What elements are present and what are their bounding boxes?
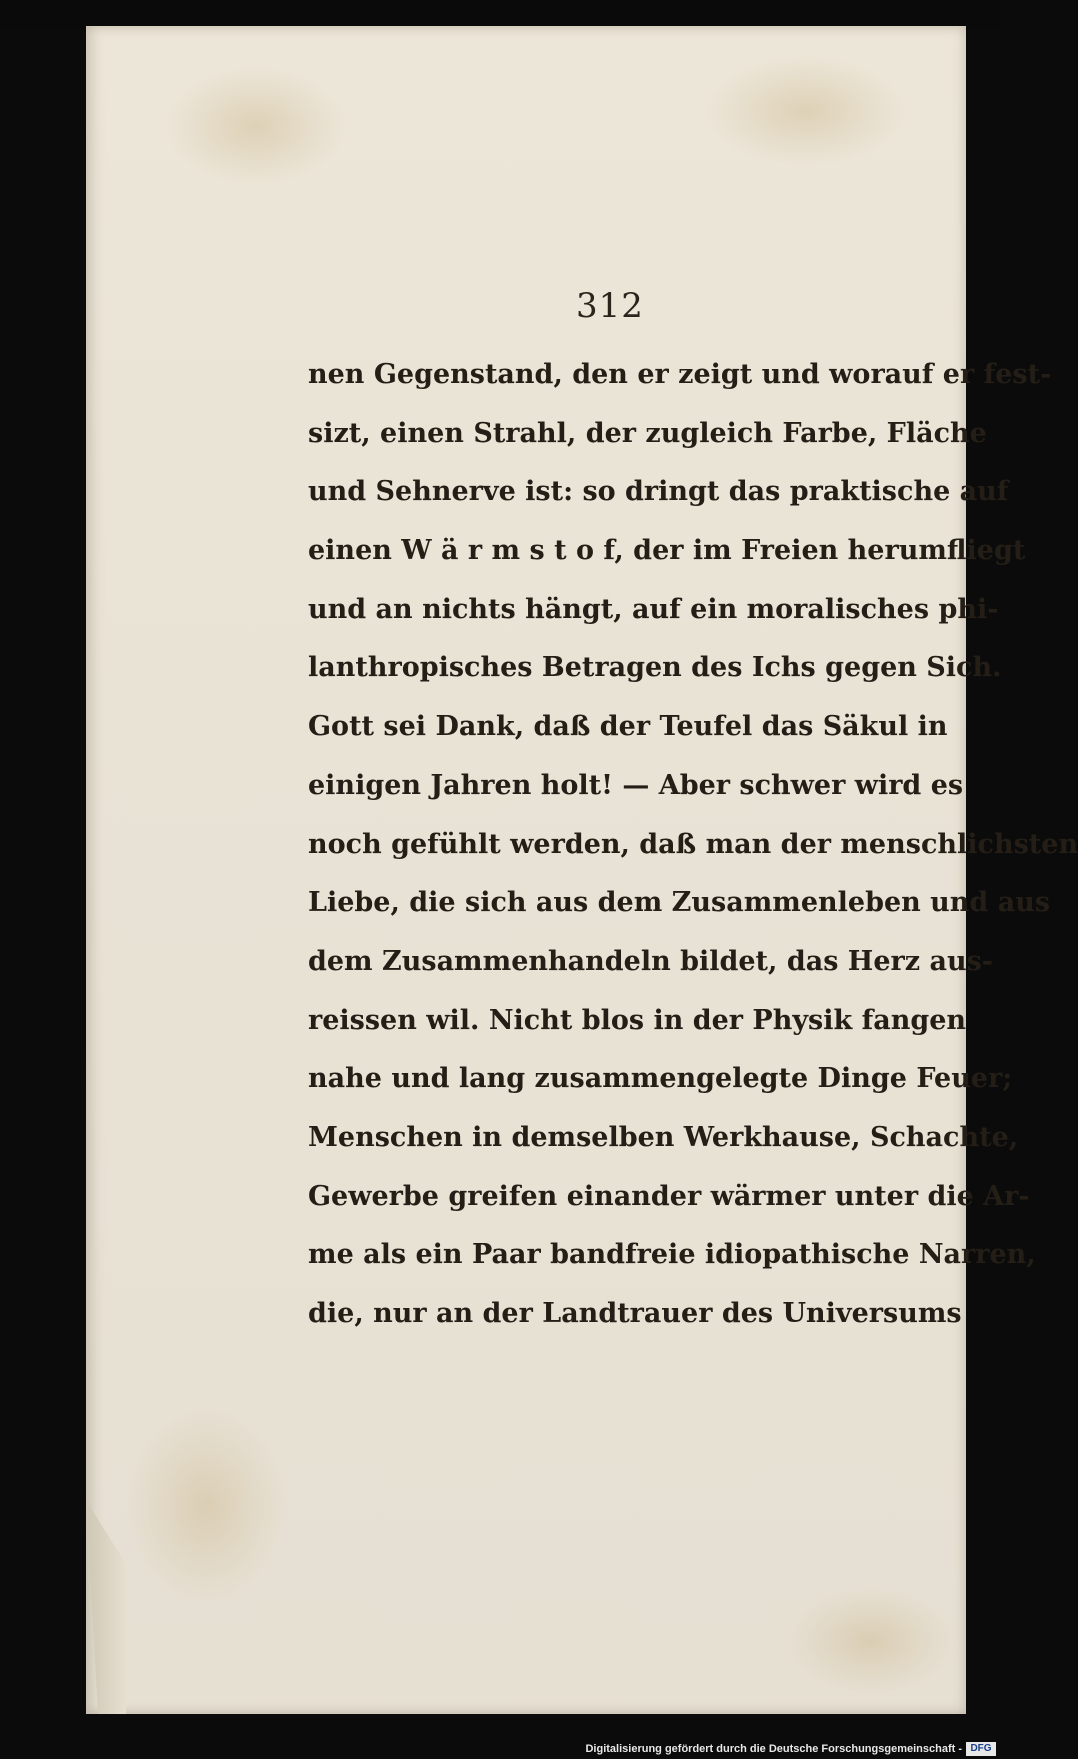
digitization-credit: Digitalisierung gefördert durch die Deutsche Forschungsgemeinschaft - (585, 1743, 962, 1755)
dfg-logo: DFG (966, 1742, 996, 1756)
paper-stain (126, 1406, 286, 1606)
text-line: einigen Jahren holt! — Aber schwer wird es (308, 769, 964, 801)
text-line: nen Gegenstand, den er zeigt und worauf er fest- (308, 359, 1052, 390)
text-line: Liebe, die sich aus dem Zusammenleben und aus (308, 887, 1051, 919)
text-line: Gott sei Dank, daß der Teufel das Säkul in (308, 711, 948, 743)
paper-stain (786, 1586, 956, 1696)
text-line: reissen wil. Nicht blos in der Physik fangen (308, 1004, 967, 1036)
text-line: und an nichts hängt, auf ein moralisches phi- (308, 593, 999, 625)
text-line: sizt, einen Strahl, der zugleich Farbe, Fläche (308, 417, 987, 449)
text-line: dem Zusammenhandeln bildet, das Herz aus- (308, 945, 993, 977)
paper-stain (166, 66, 346, 186)
text-line: einen W ä r m s t o f, der im Freien herumfliegt (308, 535, 1026, 567)
text-line: Gewerbe greifen einander wärmer unter die Ar- (308, 1180, 1030, 1212)
text-line: me als ein Paar bandfreie idiopathische Narren, (308, 1239, 1036, 1271)
text-line: die, nur an der Landtrauer des Universums (308, 1298, 962, 1329)
text-line: noch gefühlt werden, daß man der menschlichsten (308, 828, 1078, 860)
text-line: lanthropisches Betragen des Ichs gegen Sich. (308, 652, 1002, 684)
text-line: Menschen in demselben Werkhause, Schachte, (308, 1121, 1019, 1153)
paper-stain (706, 56, 906, 166)
text-line: und Sehnerve ist: so dringt das praktische auf (308, 476, 1009, 508)
text-line: nahe und lang zusammengelegte Dinge Feuer; (308, 1063, 1013, 1095)
page-number: 312 (576, 286, 644, 326)
body-text (308, 346, 1078, 1344)
